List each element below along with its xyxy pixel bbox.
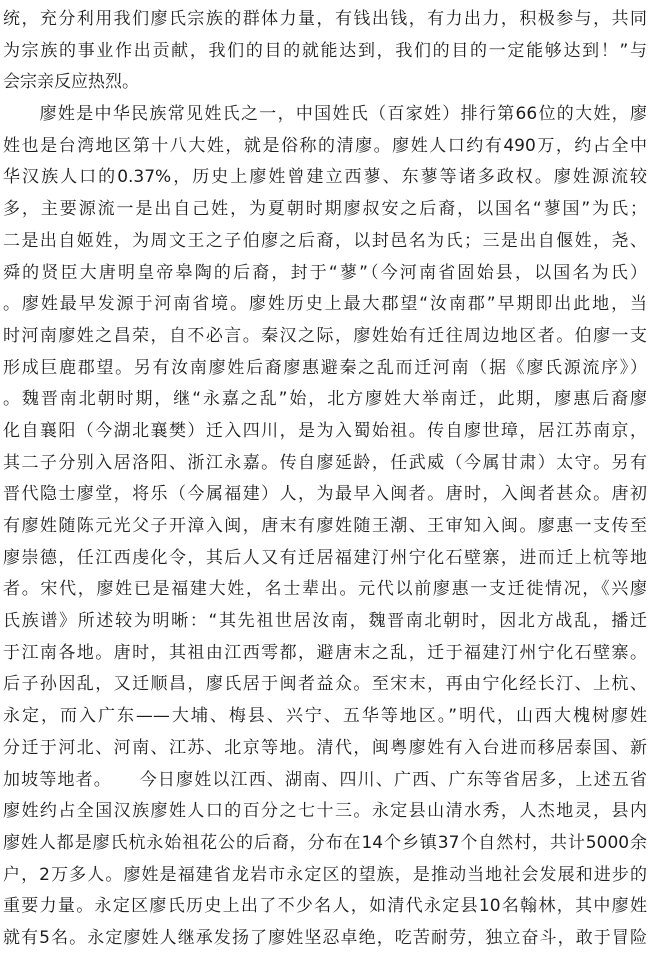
text-line: 分迁于河北、河南、江苏、北京等地。清代，闽粤廖姓有入台进而移居泰国、新 [3,737,647,758]
text-line: 廖姓是中华民族常见姓氏之一，中国姓氏（百家姓）排行第66位的大姓，廖 [3,104,647,125]
text-line: 。魏晋南北朝时期，继“永嘉之乱”始，北方廖姓大举南迁，此期，廖惠后裔廖 [3,389,647,410]
text-line: 于江南各地。唐时，其祖由江西雩都，避唐末之乱，迁于福建汀州宁化石壁寨。 [3,642,647,663]
text-line: 二是出自姬姓，为周文王之子伯廖之后裔，以封邑名为氏；三是出自偃姓，尧、 [3,230,647,251]
text-line: 华汉族人口的0.37%，历史上廖姓曾建立西蓼、东蓼等诸多政权。廖姓源流较 [3,167,647,188]
text-line: 晋代隐士廖堂，将乐（今属福建）人，为最早入闽者。唐时，入闽者甚众。唐初 [3,484,647,505]
text-line: 后子孙因乱，又迁顺昌，廖氏居于闽者益众。至宋末，再由宁化经长汀、上杭、 [3,674,647,695]
text-line: 有廖姓随陈元光父子开漳入闽，唐末有廖姓随王潮、王审知入闽。廖惠一支传至 [3,516,647,536]
text-line: 永定，而入广东——大埔、梅县、兴宁、五华等地区。”明代，山西大槐树廖姓 [3,706,647,727]
text-line: 为宗族的事业作出贡献，我们的目的就能达到，我们的目的一定能够达到！”与 [3,40,647,61]
text-line: 。廖姓最早发源于河南省境。廖姓历史上最大郡望“汝南郡”早期即出此地，当 [3,294,647,315]
text-line: 廖姓约占全国汉族廖姓人口的百分之七十三。永定县山清水秀，人杰地灵，县内 [3,801,647,822]
text-line: 廖姓人都是廖氏杭永始祖花公的后裔，分布在14个乡镇37个自然村，共计5000余 [3,832,647,853]
text-line: 户，2万多人。廖姓是福建省龙岩市永定区的望族，是推动当地社会发展和进步的 [3,864,647,885]
text-line: 会宗亲反应热烈。 [3,72,139,93]
text-line: 多，主要源流一是出自己姓，为夏朝时期廖叔安之后裔，以国名“蓼国”为氏； [3,199,647,220]
text-line: 时河南廖姓之昌荣，自不必言。秦汉之际，廖姓始有迁往周边地区者。伯廖一支 [3,325,647,346]
text-line: 加坡等地者。 今日廖姓以江西、湖南、四川、广西、广东等省居多，上述五省 [3,769,647,790]
text-line: 舜的贤臣大唐明皇帝皋陶的后裔，封于“蓼”（今河南省固始县，以国名为氏） [3,262,647,283]
text-line: 形成巨鹿郡望。另有汝南廖姓后裔廖惠避秦之乱而迁河南（据《廖氏源流序》） [3,357,647,378]
text-line: 重要力量。永定区廖氏历史上出了不少名人，如清代永定县10名翰林，其中廖姓 [3,896,647,917]
text-line: 廖崇德，任江西虔化令，其后人又有迁居福建汀州宁化石壁寨，进而迁上杭等地 [3,547,647,568]
text-line: 其二子分别入居洛阳、浙江永嘉。传自廖延龄，任武威（今属甘肃）太守。另有 [3,452,647,473]
text-line: 统，充分利用我们廖氏宗族的群体力量，有钱出钱，有力出力，积极参与，共同 [3,9,647,29]
text-line: 化自襄阳（今湖北襄樊）迁入四川，是为入蜀始祖。传自廖世璋，居江苏南京， [3,420,647,441]
text-line: 就有5名。永定廖姓人继承发扬了廖姓坚忍卓绝，吃苦耐劳，独立奋斗，敢于冒险 [3,927,647,948]
text-line: 者。宋代，廖姓已是福建大姓，名士辈出。元代以前廖惠一支迁徙情况，《兴廖 [3,579,647,600]
text-line: 姓也是台湾地区第十八大姓，就是俗称的清廖。廖姓人口约有490万，约占全中 [3,135,647,156]
text-line: 氏族谱》所述较为明晰：“其先祖世居汝南，魏晋南北朝时，因北方战乱，播迁 [3,611,647,632]
